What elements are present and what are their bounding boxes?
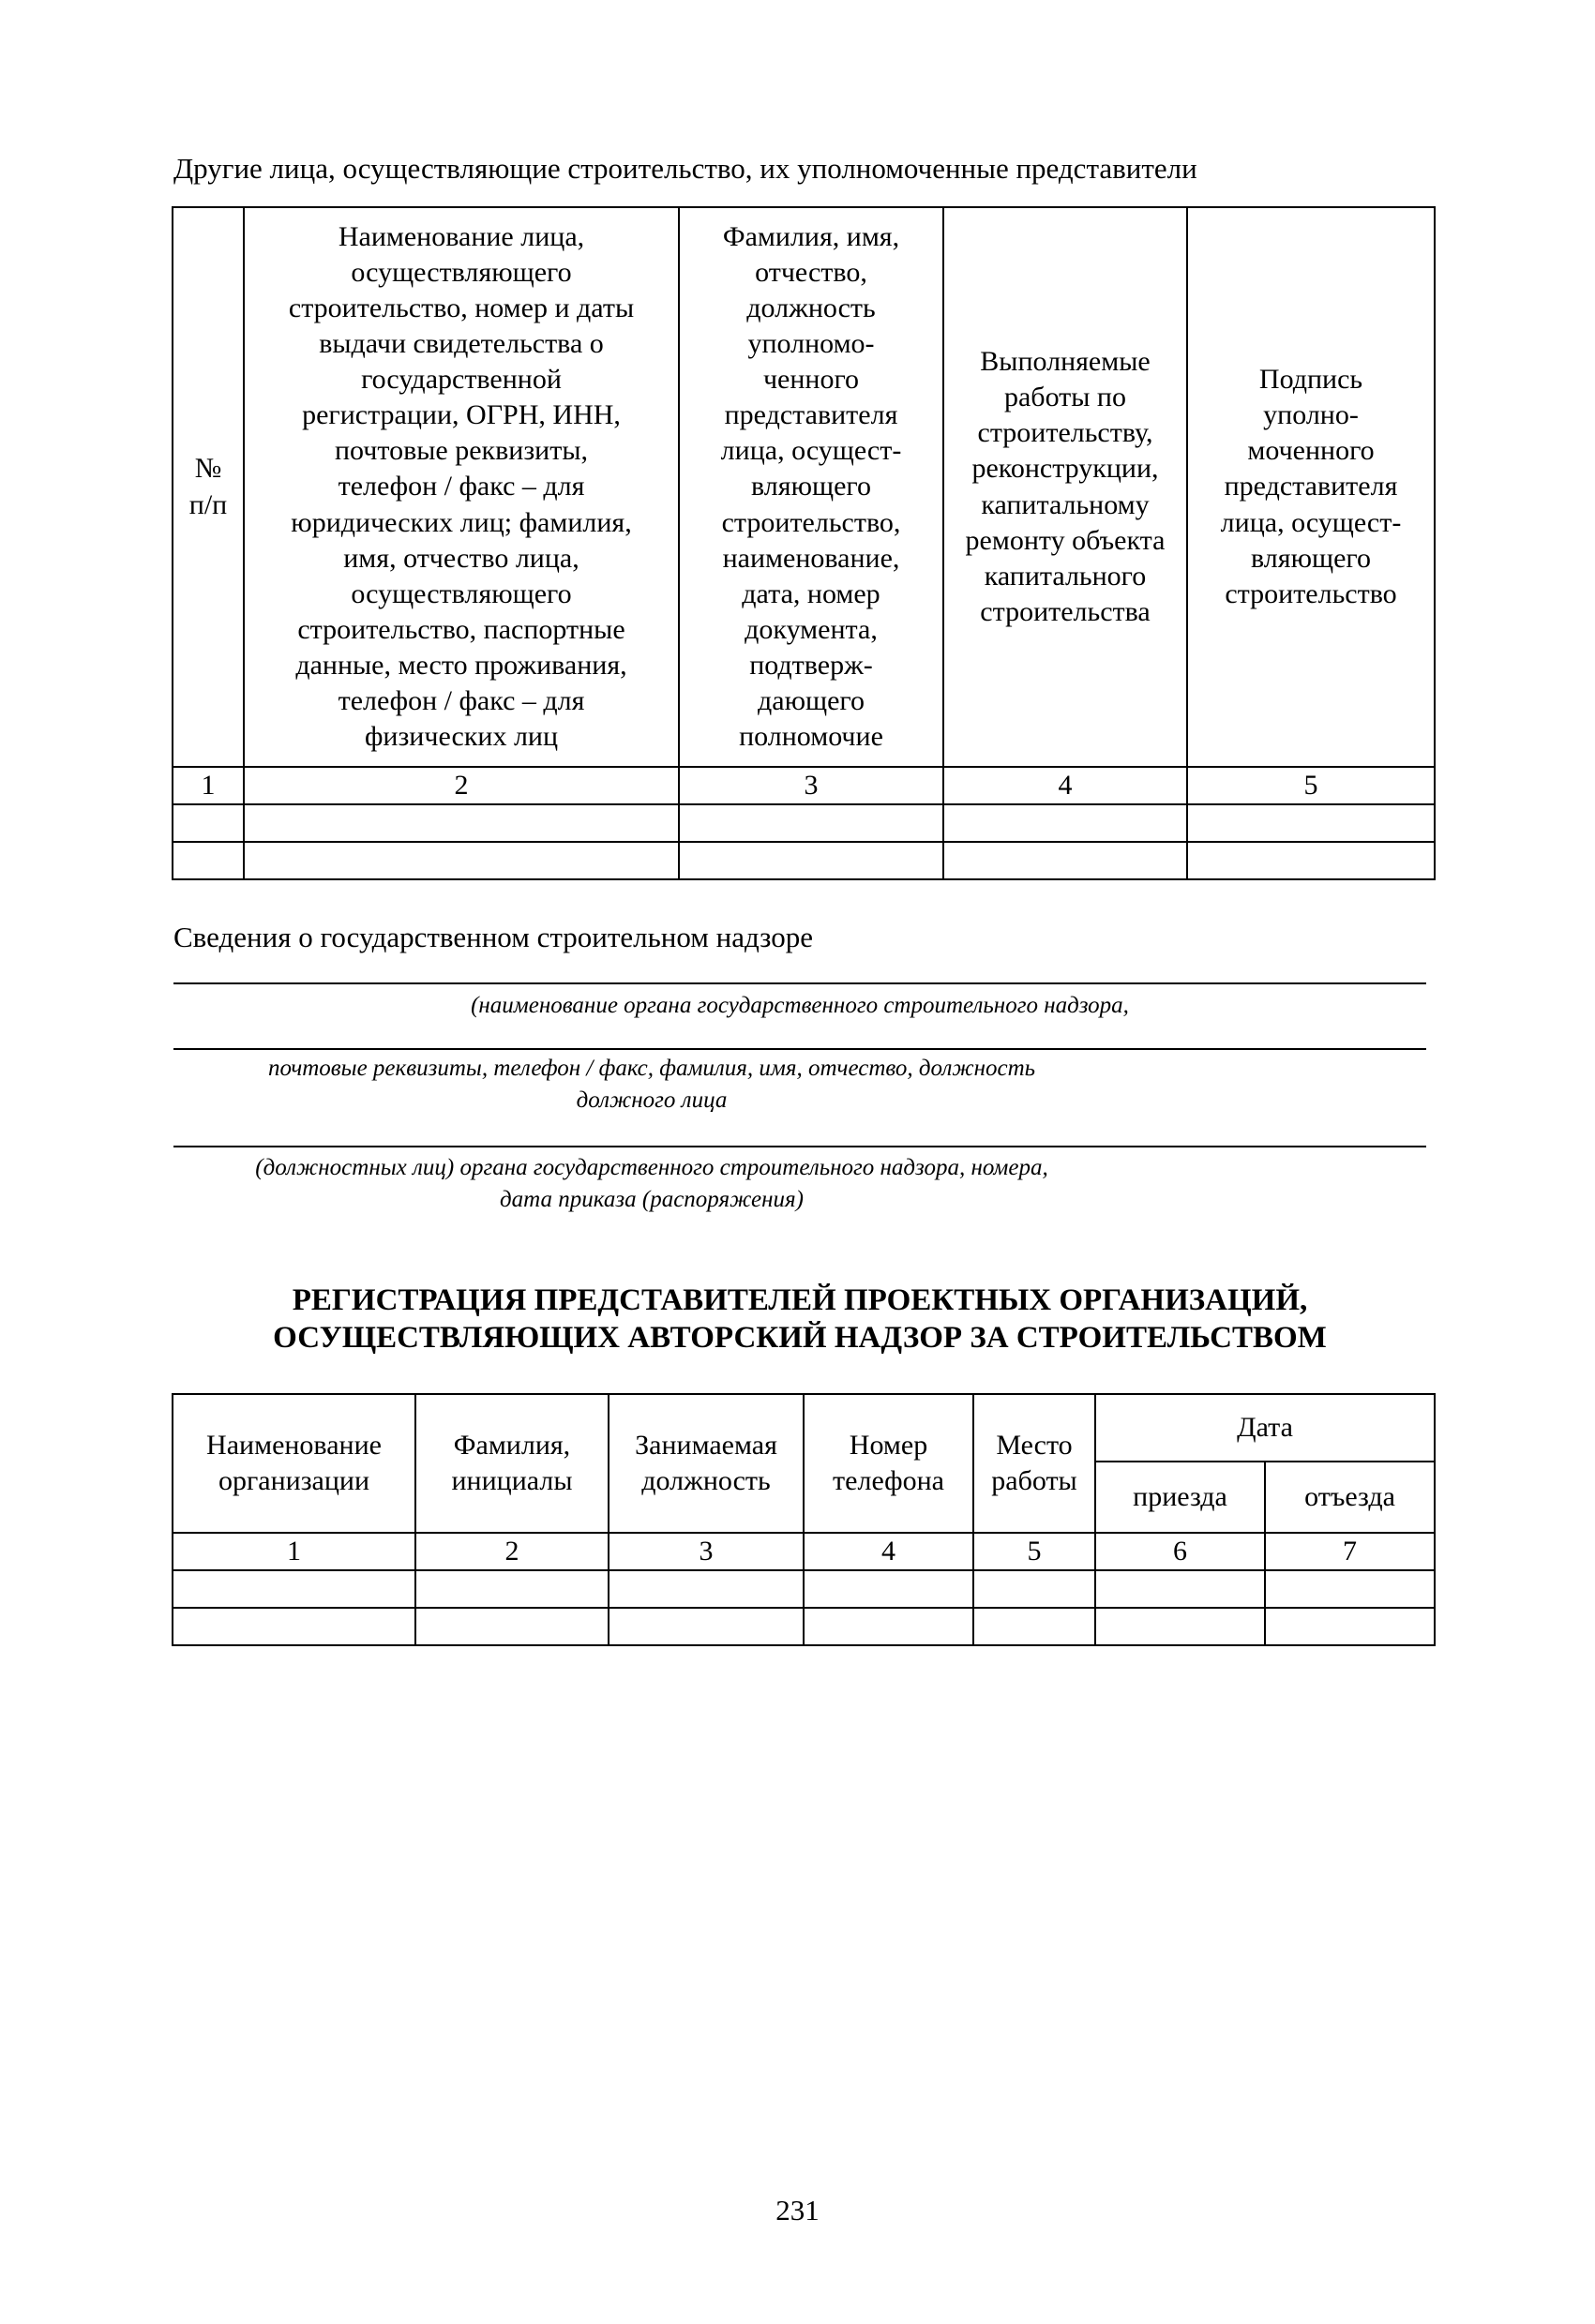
header-cell — [973, 1394, 1095, 1533]
header-cell — [609, 1394, 804, 1533]
header-date: Дата — [1237, 1411, 1293, 1443]
empty-cell[interactable] — [609, 1608, 804, 1645]
column-number: 5 — [1187, 767, 1435, 804]
empty-cell[interactable] — [609, 1570, 804, 1608]
empty-cell[interactable] — [244, 842, 679, 879]
column-number: 6 — [1095, 1533, 1265, 1570]
empty-cell[interactable] — [1095, 1570, 1265, 1608]
header-number: № п/п — [188, 453, 228, 520]
header-departure: отъезда — [1304, 1480, 1395, 1512]
column-number: 3 — [679, 767, 943, 804]
column-number-row — [173, 1533, 1435, 1570]
header-position: Занимаемая должность — [635, 1429, 777, 1496]
column-number: 4 — [943, 767, 1187, 804]
header-workplace: Место работы — [991, 1429, 1077, 1496]
header-cell — [173, 207, 244, 767]
empty-cell[interactable] — [1187, 842, 1435, 879]
header-works: Выполняемые работы по строительству, реконструкции, капитальному ремонту объекта капитального строительства — [965, 346, 1166, 627]
column-number: 1 — [173, 1533, 415, 1570]
page-number: 231 — [775, 2194, 820, 2227]
empty-cell[interactable] — [1265, 1570, 1435, 1608]
empty-cell[interactable] — [679, 842, 943, 879]
supervision-hint-3: (должностных лиц) органа государственного строительного надзора, номера, дата приказа (распоряжения) — [255, 1155, 1048, 1212]
empty-cell[interactable] — [804, 1570, 973, 1608]
header-name-initials: Фамилия, инициалы — [451, 1429, 573, 1496]
column-number: 4 — [804, 1533, 973, 1570]
supervision-hint-2: почтовые реквизиты, телефон / факс, фамилия, имя, отчество, должность должного лица — [267, 1056, 1036, 1113]
table-header-row — [173, 1394, 1435, 1462]
column-number: 1 — [173, 767, 244, 804]
header-cell — [244, 207, 679, 767]
header-cell — [1187, 207, 1435, 767]
supervision-title: Сведения о государственном строительном надзоре — [173, 921, 813, 953]
empty-cell[interactable] — [173, 842, 244, 879]
empty-cell[interactable] — [973, 1570, 1095, 1608]
header-cell — [1095, 1394, 1435, 1462]
header-person-name: Наименование лица, осуществляющего строительство, номер и даты выдачи свидетельства о государственной регистрации, ОГРН, ИНН, почтовые реквизиты, телефон / факс – для юридических лиц; фамилия, имя, отчество лица, осуществляющего строительство, паспортные данные, место проживания, телефон / факс – для физических лиц — [288, 220, 635, 753]
table-row — [173, 804, 1435, 842]
empty-cell[interactable] — [415, 1608, 609, 1645]
supervision-hint-1: (наименование органа государственного строительного надзора, — [471, 993, 1129, 1018]
empty-cell[interactable] — [973, 1608, 1095, 1645]
registration-heading: РЕГИСТРАЦИЯ ПРЕДСТАВИТЕЛЕЙ ПРОЕКТНЫХ ОРГАНИЗАЦИЙ, ОСУЩЕСТВЛЯЮЩИХ АВТОРСКИЙ НАДЗОР ЗА СТРОИТЕЛЬСТВОМ — [273, 1283, 1327, 1355]
column-number: 7 — [1265, 1533, 1435, 1570]
other-persons-table — [172, 206, 1436, 880]
header-cell — [1265, 1462, 1435, 1533]
header-cell — [415, 1394, 609, 1533]
column-number: 2 — [415, 1533, 609, 1570]
header-representative: Фамилия, имя, отчество, должность уполномо- ченного представителя лица, осущест- вляющего строительство, наименование, дата, номер документа, подтверж- дающего полномочие — [720, 220, 902, 753]
registration-table — [172, 1393, 1436, 1646]
empty-cell[interactable] — [1265, 1608, 1435, 1645]
empty-cell[interactable] — [943, 842, 1187, 879]
table-row — [173, 842, 1435, 879]
header-arrival: приезда — [1133, 1480, 1227, 1512]
empty-cell[interactable] — [244, 804, 679, 842]
column-number: 2 — [244, 767, 679, 804]
column-number-row — [173, 767, 1435, 804]
other-persons-title: Другие лица, осуществляющие строительство, их уполномоченные представители — [173, 152, 1197, 185]
empty-cell[interactable] — [173, 804, 244, 842]
fill-in-line[interactable] — [173, 1146, 1426, 1147]
header-cell — [679, 207, 943, 767]
header-cell — [1095, 1462, 1265, 1533]
column-number: 3 — [609, 1533, 804, 1570]
empty-cell[interactable] — [1095, 1608, 1265, 1645]
column-number: 5 — [973, 1533, 1095, 1570]
empty-cell[interactable] — [943, 804, 1187, 842]
fill-in-line[interactable] — [173, 1048, 1426, 1050]
empty-cell[interactable] — [1187, 804, 1435, 842]
fill-in-line[interactable] — [173, 982, 1426, 984]
empty-cell[interactable] — [173, 1570, 415, 1608]
header-cell — [943, 207, 1187, 767]
header-cell — [804, 1394, 973, 1533]
empty-cell[interactable] — [804, 1608, 973, 1645]
empty-cell[interactable] — [173, 1608, 415, 1645]
table-header-row — [173, 207, 1435, 767]
table-row — [173, 1608, 1435, 1645]
header-organization: Наименование организации — [206, 1429, 382, 1496]
empty-cell[interactable] — [415, 1570, 609, 1608]
header-cell — [173, 1394, 415, 1533]
empty-cell[interactable] — [679, 804, 943, 842]
header-phone: Номер телефона — [833, 1429, 944, 1496]
header-signature: Подпись уполно- моченного представителя лица, осущест- вляющего строительство — [1220, 364, 1402, 609]
table-row — [173, 1570, 1435, 1608]
